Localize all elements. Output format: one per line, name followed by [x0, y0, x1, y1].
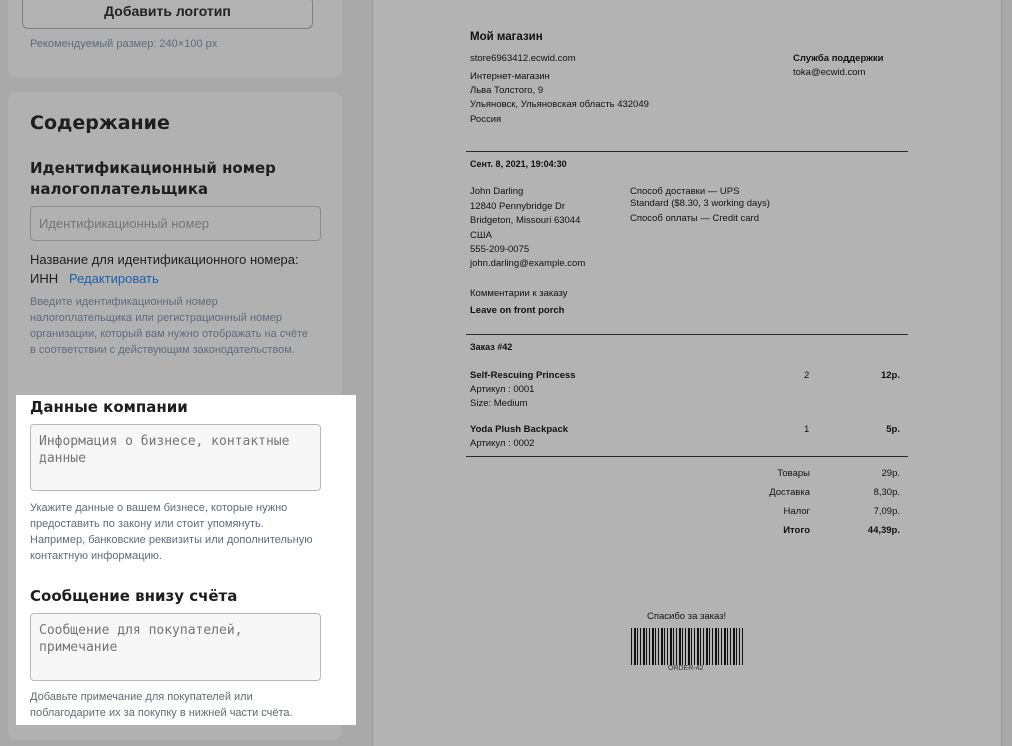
item-sku: Артикул : 0002: [470, 438, 535, 449]
thanks-message: Спасибо за заказ!: [647, 611, 727, 622]
logo-size-hint: Рекомендуемый размер: 240×100 px: [30, 38, 218, 50]
section-title-content: Содержание: [30, 112, 170, 134]
tax-id-name-label: Название для идентификационного номера:: [30, 252, 299, 267]
footer-message-title: Сообщение внизу счёта: [30, 587, 238, 605]
tax-id-input[interactable]: [30, 206, 321, 241]
comments-title: Комментарии к заказу: [470, 288, 568, 299]
total-value: 8,30р.: [873, 487, 900, 498]
company-data-hint: Укажите данные о вашем бизнесе, которые нужно предоставить по закону или стоит упомянуть. Например, банковские реквизиты или дополнительную контактную информацию.: [30, 502, 313, 562]
customer-country: США: [470, 230, 492, 241]
footer-message-textarea[interactable]: [30, 613, 321, 681]
barcode-text: ORDER-42: [668, 665, 704, 672]
tax-id-title: Идентификационный номер налогоплательщика: [30, 159, 276, 198]
customer-city: Bridgeton, Missouri 63044: [470, 215, 581, 226]
item-sku: Артикул : 0001: [470, 384, 535, 395]
shipping-details: Standard ($8.30, 3 working days): [630, 198, 770, 209]
item-name: Self-Rescuing Princess: [470, 370, 576, 381]
item-price: 12р.: [880, 370, 900, 381]
comments-text: Leave on front porch: [470, 305, 565, 316]
tax-id-hint: Введите идентификационный номер налогоплательщика или регистрационный номер организации, который вам нужно отображать на счёте в соответствии с действующим законодательством.: [30, 296, 309, 356]
add-logo-button[interactable]: Добавить логотип: [22, 0, 313, 29]
tax-id-name-row: [30, 250, 299, 288]
support-title: Служба поддержки: [793, 53, 884, 64]
store-url: store6963412.ecwid.com: [470, 53, 576, 64]
customer-phone: 555-209-0075: [470, 244, 530, 255]
item-qty: 2: [804, 370, 810, 381]
company-data-title: Данные компании: [30, 398, 188, 416]
shipping-method: Способ доставки — UPS: [630, 186, 740, 197]
item-name: Yoda Plush Backpack: [470, 424, 569, 435]
barcode-image: [631, 628, 743, 665]
total-label: Налог: [783, 506, 810, 517]
item-option: Size: Medium: [470, 398, 528, 409]
customer-street: 12840 Pennybridge Dr: [470, 201, 566, 212]
total-value: 29р.: [881, 468, 900, 479]
divider: [466, 151, 908, 152]
customer-email: john.darling@example.com: [470, 258, 586, 269]
total-value: 7,09р.: [873, 506, 900, 517]
settings-panel: [0, 0, 372, 746]
order-number: Заказ #42: [470, 342, 513, 352]
store-address-line2: Ульяновск, Ульяновская область 432049: [470, 99, 649, 110]
grand-total-value: 44,39р.: [867, 525, 900, 536]
item-qty: 1: [804, 424, 810, 435]
store-type: Интернет-магазин: [470, 71, 550, 82]
company-data-textarea[interactable]: [30, 424, 321, 491]
customer-name: John Darling: [470, 186, 524, 197]
edit-tax-id-name-link[interactable]: Редактировать: [68, 271, 159, 286]
store-name: Мой магазин: [470, 31, 543, 43]
divider: [466, 456, 908, 457]
store-country: Россия: [470, 114, 502, 125]
support-email: toka@ecwid.com: [793, 67, 866, 78]
tax-id-name-value: ИНН: [30, 271, 59, 286]
footer-message-hint: Добавьте примечание для покупателей или поблагодарите их за покупку в нижней части счёта.: [30, 691, 293, 719]
payment-method: Способ оплаты — Credit card: [630, 213, 759, 224]
item-price: 5р.: [886, 424, 900, 435]
order-date: Сент. 8, 2021, 19:04:30: [470, 159, 567, 169]
store-address-line1: Льва Толстого, 9: [470, 85, 544, 96]
grand-total-label: Итого: [783, 525, 810, 536]
total-label: Доставка: [769, 487, 810, 498]
total-label: Товары: [777, 468, 810, 479]
divider: [466, 334, 908, 335]
